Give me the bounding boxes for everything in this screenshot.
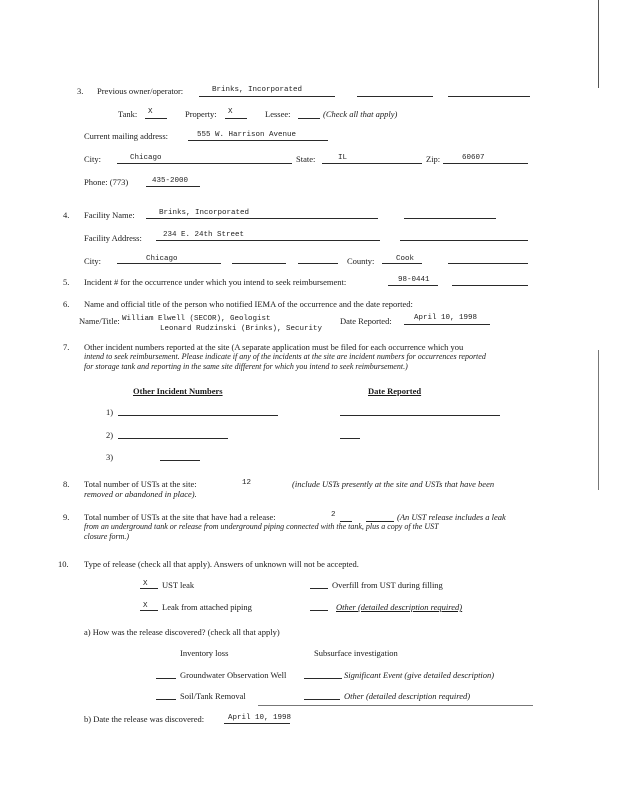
q6-name-value-2: Leonard Rudzinski (Brinks), Security	[160, 325, 323, 333]
q7-text-2: intend to seek reimbursement. Please indicate if any of the incidents at the site are incident numbers for occurrences reported	[84, 352, 486, 361]
q3-city-label: City:	[84, 154, 102, 164]
q6-text: Name and official title of the person who notified IEMA of the occurrence and the date reported:	[84, 299, 413, 309]
q10-sub-b-line	[224, 723, 290, 724]
q10-number: 10.	[58, 559, 69, 569]
q10-overfill-checkbox[interactable]	[310, 588, 328, 589]
q8-note-2: removed or abandoned in place).	[84, 489, 197, 499]
q3-street-label: Current mailing address:	[84, 131, 169, 141]
q5-number: 5.	[63, 277, 70, 287]
q8-value: 12	[242, 479, 252, 487]
q3-state-value: IL	[338, 154, 348, 162]
q9-note-1: (An UST release includes a leak	[397, 512, 506, 522]
q3-owner-line	[199, 96, 335, 97]
q3-state-label: State:	[296, 154, 316, 164]
q3-property-value: X	[228, 108, 233, 116]
q10-significant-checkbox[interactable]	[304, 678, 342, 679]
q4-city-value: Chicago	[146, 255, 178, 263]
q10-other-label: Other (detailed description required)	[336, 602, 463, 612]
q3-phone-value: 435-2000	[152, 177, 189, 185]
q5-text: Incident # for the occurrence under which you intend to seek reimbursement:	[84, 277, 347, 287]
q6-date-value: April 10, 1998	[414, 314, 478, 322]
q5-line	[388, 285, 438, 286]
scan-edge-mark-2	[598, 350, 599, 490]
q7-row-2-incident-line	[118, 438, 228, 439]
q7-text-3: for storage tank and reporting in the same site different for which you intend to seek reimbursement.)	[84, 362, 408, 371]
q3-owner-line-2	[357, 96, 433, 97]
q10-ust-leak-mark: X	[143, 580, 148, 588]
q3-state-line	[322, 163, 422, 164]
q4-name-value: Brinks, Incorporated	[159, 209, 250, 217]
q7-number: 7.	[63, 342, 70, 352]
q8-number: 8.	[63, 479, 70, 489]
q3-property-line	[225, 118, 247, 119]
q10-removal-label: Soil/Tank Removal	[180, 691, 246, 701]
q3-street-line	[188, 140, 328, 141]
q10-sub-b-value: April 10, 1998	[228, 714, 292, 722]
q9-note-2: from an underground tank or release from underground piping connected with the tank, plus a copy of the UST	[84, 522, 439, 531]
q10-piping-checkbox[interactable]	[140, 610, 158, 611]
q6-date-line	[404, 324, 490, 325]
q9-value: 2	[331, 511, 336, 519]
q10-groundwater-checkbox[interactable]	[156, 678, 176, 679]
q6-number: 6.	[63, 299, 70, 309]
q7-row-1-num: 1)	[106, 407, 114, 417]
q3-zip-value: 60607	[462, 154, 485, 162]
q7-row-3-incident-line	[160, 460, 200, 461]
q3-number: 3.	[77, 86, 84, 96]
q3-tank-line	[145, 118, 167, 119]
q4-number: 4.	[63, 210, 70, 220]
q10-ust-leak-label: UST leak	[162, 580, 195, 590]
q3-zip-line	[443, 163, 528, 164]
q10-subsurface-label: Subsurface investigation	[314, 648, 398, 658]
q7-col-date: Date Reported	[368, 386, 422, 396]
q10-removal-checkbox[interactable]	[156, 699, 176, 700]
q3-owner-value: Brinks, Incorporated	[212, 86, 303, 94]
q9-text: Total number of USTs at the site that have had a release:	[84, 512, 276, 522]
q10-text: Type of release (check all that apply). Answers of unknown will not be accepted.	[84, 559, 359, 569]
q3-street-value: 555 W. Harrison Avenue	[197, 131, 297, 139]
q7-row-2-num: 2)	[106, 430, 114, 440]
q4-address-line	[156, 240, 380, 241]
q8-text: Total number of USTs at the site:	[84, 479, 197, 489]
q3-zip-label: Zip:	[426, 154, 441, 164]
q3-lessee-label: Lessee:	[265, 109, 291, 119]
q3-lessee-line	[298, 118, 320, 119]
q10-piping-label: Leak from attached piping	[162, 602, 252, 612]
q4-city-label: City:	[84, 256, 102, 266]
q10-significant-label: Significant Event (give detailed description)	[344, 670, 495, 680]
q7-row-1-incident-line	[118, 415, 278, 416]
q7-text-1: Other incident numbers reported at the site (A separate application must be filed for each occurrence which you	[84, 342, 464, 352]
q5-value: 98-0441	[398, 276, 430, 284]
q4-address-label: Facility Address:	[84, 233, 142, 243]
q3-city-value: Chicago	[130, 154, 162, 162]
q6-name-value-1: William Elwell (SECOR), Geologist	[122, 315, 271, 323]
q4-city-line-2	[232, 263, 286, 264]
q7-row-2-date-line	[340, 438, 360, 439]
q4-name-line-2	[404, 218, 496, 219]
q4-county-line	[382, 263, 422, 264]
q6-name-label: Name/Title:	[79, 316, 120, 326]
q4-county-line-2	[448, 263, 528, 264]
q5-line-2	[452, 285, 528, 286]
q3-tank-label: Tank:	[118, 109, 138, 119]
q10-other2-scan-marks	[258, 705, 533, 706]
q4-county-label: County:	[347, 256, 375, 266]
q4-address-value: 234 E. 24th Street	[163, 231, 245, 239]
q9-note-3: closure form.)	[84, 532, 130, 541]
q4-county-value: Cook	[396, 255, 415, 263]
q3-city-line	[117, 163, 292, 164]
q3-tank-value: X	[148, 108, 153, 116]
q4-name-line	[146, 218, 378, 219]
q10-inventory-label: Inventory loss	[180, 648, 229, 658]
q9-number: 9.	[63, 512, 70, 522]
q8-note-1: (include USTs presently at the site and USTs that have been	[292, 479, 495, 489]
q10-other2-label: Other (detailed description required)	[344, 691, 471, 701]
q10-piping-mark: X	[143, 602, 148, 610]
q10-other2-checkbox[interactable]	[304, 699, 340, 700]
q3-owner-label: Previous owner/operator:	[97, 86, 184, 96]
q10-sub-b-label: b) Date the release was discovered:	[84, 714, 205, 724]
q6-date-label: Date Reported:	[340, 316, 392, 326]
q4-address-line-2	[400, 240, 528, 241]
q10-other-checkbox[interactable]	[310, 610, 328, 611]
q3-check-note: (Check all that apply)	[323, 109, 398, 119]
q3-phone-label: Phone: (773)	[84, 177, 129, 187]
q4-city-line-3	[298, 263, 338, 264]
q3-owner-line-3	[448, 96, 530, 97]
scan-edge-mark-1	[598, 0, 599, 88]
q4-city-line	[117, 263, 221, 264]
q10-groundwater-label: Groundwater Observation Well	[180, 670, 287, 680]
q4-name-label: Facility Name:	[84, 210, 135, 220]
q10-overfill-label: Overfill from UST during filling	[332, 580, 443, 590]
q10-sub-a: a) How was the release discovered? (check all that apply)	[84, 627, 280, 637]
q10-ust-leak-checkbox[interactable]	[140, 588, 158, 589]
q7-col-incidents: Other Incident Numbers	[133, 386, 223, 396]
q7-row-1-date-line	[340, 415, 500, 416]
q3-property-label: Property:	[185, 109, 217, 119]
q7-row-3-num: 3)	[106, 452, 114, 462]
q3-phone-line	[146, 186, 200, 187]
